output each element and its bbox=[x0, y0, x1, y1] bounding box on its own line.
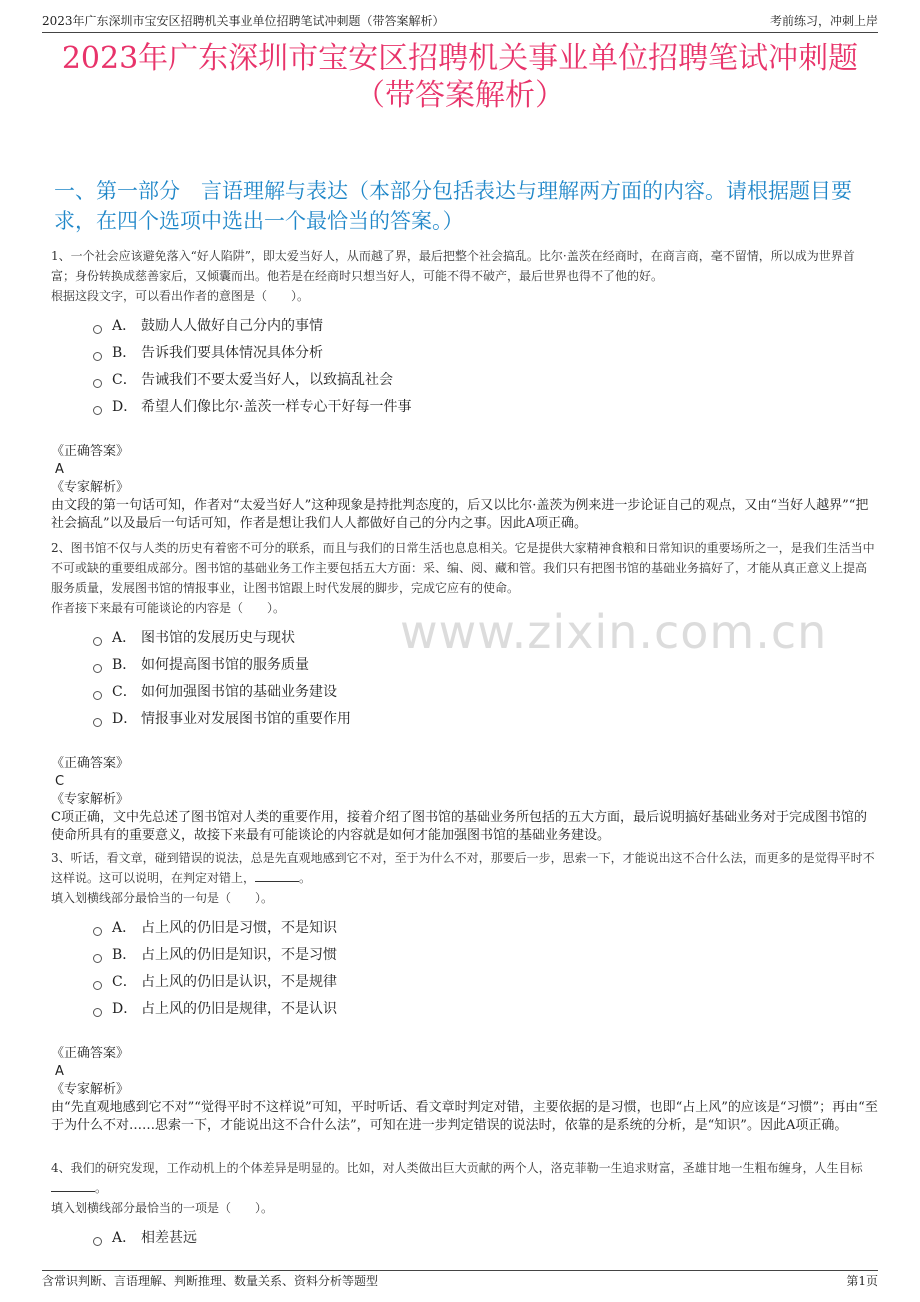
question-1 bbox=[51, 246, 878, 533]
option-text: 告诫我们不要太爱当好人，以致搞乱社会 bbox=[141, 372, 393, 388]
option-a[interactable] bbox=[93, 313, 878, 340]
analysis-label: 《专家解析》 bbox=[51, 792, 130, 807]
question-prompt: 填入划横线部分最恰当的一项是（ ）。 bbox=[51, 1201, 274, 1215]
option-letter: D． bbox=[112, 1001, 138, 1017]
option-letter: C． bbox=[112, 372, 137, 388]
document-title-line2: （带答案解析） bbox=[355, 78, 565, 113]
fill-blank bbox=[51, 1179, 95, 1192]
page-footer bbox=[42, 1270, 878, 1291]
answer-label: 《正确答案》 bbox=[51, 756, 130, 771]
answer-value: A bbox=[55, 462, 64, 477]
radio-icon[interactable] bbox=[93, 927, 102, 936]
question-prompt: 填入划横线部分最恰当的一句是（ ）。 bbox=[51, 891, 274, 905]
header-slogan: 考前练习，冲刺上岸 bbox=[769, 14, 878, 28]
question-stem: 1、一个社会应该避免落入“好人陷阱”，即太爱当好人，从而越了界，最后把整个社会搞乱。比尔·盖茨在经商时，在商言商，毫不留情，所以成为世界首富；身份转换成慈善家后，又倾囊而出。他若是在经商时只想当好人，可能不得不破产，最后世界也得不了他的好。 bbox=[51, 249, 855, 283]
option-text: 占上风的仍旧是习惯，不是知识 bbox=[141, 920, 337, 936]
answer-label: 《正确答案》 bbox=[51, 1046, 130, 1061]
option-d[interactable] bbox=[93, 706, 878, 733]
radio-icon[interactable] bbox=[93, 637, 102, 646]
option-c[interactable] bbox=[93, 679, 878, 706]
option-a[interactable] bbox=[93, 915, 878, 942]
stem-text: 4、我们的研究发现，工作动机上的个体差异是明显的。比如，对人类做出巨大贡献的两个人，洛克菲勒一生追求财富，圣雄甘地一生粗布缠身，人生目标 bbox=[51, 1161, 863, 1175]
option-c[interactable] bbox=[93, 969, 878, 996]
stem-end: 。 bbox=[299, 871, 312, 885]
question-stem bbox=[51, 1158, 878, 1198]
analysis-text: 由文段的第一句话可知，作者对“太爱当好人”这种现象是持批判态度的，后又以比尔·盖茨为例来进一步论证自己的观点，又由“当好人越界”“把社会搞乱”以及最后一句话可知，作者是想让我们人人都做好自己的分内之事。因此A项正确。 bbox=[51, 498, 869, 531]
question-2 bbox=[51, 538, 878, 845]
footer-topics: 含常识判断、言语理解、判断推理、数量关系、资料分析等题型 bbox=[42, 1274, 379, 1288]
answer-section bbox=[51, 755, 878, 845]
option-text: 占上风的仍旧是规律，不是认识 bbox=[141, 1001, 337, 1017]
section-heading: 一、第一部分 言语理解与表达（本部分包括表达与理解两方面的内容。请根据题目要求，在四个选项中选出一个最恰当的答案。） bbox=[54, 179, 852, 233]
radio-icon[interactable] bbox=[93, 325, 102, 334]
radio-icon[interactable] bbox=[93, 664, 102, 673]
header-doc-title: 2023年广东深圳市宝安区招聘机关事业单位招聘笔试冲刺题（带答案解析） bbox=[42, 14, 445, 28]
answer-section bbox=[51, 1045, 878, 1135]
analysis-label: 《专家解析》 bbox=[51, 1082, 130, 1097]
radio-icon[interactable] bbox=[93, 981, 102, 990]
radio-icon[interactable] bbox=[93, 954, 102, 963]
option-d[interactable] bbox=[93, 996, 878, 1023]
option-list bbox=[93, 313, 878, 421]
question-4 bbox=[51, 1158, 878, 1252]
watermark-text: www.zixin.com.cn bbox=[400, 605, 828, 659]
stem-text: 3、听话，看文章，碰到错误的说法，总是先直观地感到它不对，至于为什么不对，那要后一步，思索一下，才能说出这不合什么法，而更多的是觉得平时不这样说。这可以说明，在判定对错上， bbox=[51, 851, 875, 885]
option-letter: B． bbox=[112, 947, 137, 963]
page-header bbox=[42, 12, 878, 33]
option-list bbox=[93, 625, 878, 733]
option-letter: A． bbox=[112, 920, 137, 936]
answer-label: 《正确答案》 bbox=[51, 444, 130, 459]
option-text: 希望人们像比尔·盖茨一样专心干好每一件事 bbox=[141, 399, 412, 415]
option-d[interactable] bbox=[93, 394, 878, 421]
question-3 bbox=[51, 848, 878, 1135]
option-text: 如何提高图书馆的服务质量 bbox=[141, 657, 309, 673]
analysis-text: 由“先直观地感到它不对”“觉得平时不这样说”可知，平时听话、看文章时判定对错，主要依据的是习惯，也即“占上风”的应该是“习惯”；再由“至于为什么不对……思索一下，才能说出这不合什么法”，可知在进一步判定错误的说法时，依靠的是系统的分析，是“知识”。因此A项正确。 bbox=[51, 1100, 878, 1133]
option-b[interactable] bbox=[93, 652, 878, 679]
option-text: 情报事业对发展图书馆的重要作用 bbox=[141, 711, 351, 727]
option-text: 如何加强图书馆的基础业务建设 bbox=[141, 684, 337, 700]
radio-icon[interactable] bbox=[93, 718, 102, 727]
radio-icon[interactable] bbox=[93, 406, 102, 415]
option-letter: D． bbox=[112, 711, 138, 727]
option-letter: B． bbox=[112, 345, 137, 361]
option-text: 鼓励人人做好自己分内的事情 bbox=[141, 318, 323, 334]
option-letter: A． bbox=[112, 1230, 137, 1246]
option-b[interactable] bbox=[93, 340, 878, 367]
option-text: 图书馆的发展历史与现状 bbox=[141, 630, 295, 646]
option-letter: B． bbox=[112, 657, 137, 673]
option-letter: A． bbox=[112, 318, 137, 334]
question-prompt: 根据这段文字，可以看出作者的意图是（ ）。 bbox=[51, 289, 310, 303]
option-c[interactable] bbox=[93, 367, 878, 394]
option-text: 占上风的仍旧是知识，不是习惯 bbox=[141, 947, 337, 963]
document-title-line1: 2023年广东深圳市宝安区招聘机关事业单位招聘笔试冲刺题 bbox=[61, 41, 859, 76]
option-a[interactable] bbox=[93, 1225, 878, 1252]
option-text: 告诉我们要具体情况具体分析 bbox=[141, 345, 323, 361]
document-title bbox=[42, 40, 878, 114]
page-number: 第1页 bbox=[846, 1274, 878, 1288]
option-letter: C． bbox=[112, 684, 137, 700]
answer-value: C bbox=[55, 774, 65, 789]
radio-icon[interactable] bbox=[93, 352, 102, 361]
option-letter: A． bbox=[112, 630, 137, 646]
radio-icon[interactable] bbox=[93, 691, 102, 700]
question-stem: 2、图书馆不仅与人类的历史有着密不可分的联系，而且与我们的日常生活也息息相关。它是提供大家精神食粮和日常知识的重要场所之一，是我们生活当中不可或缺的重要组成部分。图书馆的基础业务工作主要包括五大方面：采、编、阅、藏和管。我们只有把图书馆的基础业务搞好了，才能从真正意义上提高服务质量，发展图书馆的情报事业，让图书馆跟上时代发展的脚步，完成它应有的使命。 bbox=[51, 541, 875, 595]
answer-value: A bbox=[55, 1064, 64, 1079]
option-letter: C． bbox=[112, 974, 137, 990]
analysis-text: C项正确，文中先总述了图书馆对人类的重要作用，接着介绍了图书馆的基础业务所包括的五大方面，最后说明搞好基础业务对于完成图书馆的使命所具有的重要意义，故接下来最有可能谈论的内容就是如何才能加强图书馆的基础业务建设。 bbox=[51, 810, 867, 843]
radio-icon[interactable] bbox=[93, 379, 102, 388]
radio-icon[interactable] bbox=[93, 1008, 102, 1017]
fill-blank bbox=[255, 869, 299, 882]
option-text: 占上风的仍旧是认识，不是规律 bbox=[141, 974, 337, 990]
option-a[interactable] bbox=[93, 625, 878, 652]
option-list bbox=[93, 915, 878, 1023]
option-list bbox=[93, 1225, 878, 1252]
option-letter: D． bbox=[112, 399, 138, 415]
question-prompt: 作者接下来最有可能谈论的内容是（ ）。 bbox=[51, 601, 286, 615]
option-text: 相差甚远 bbox=[141, 1230, 197, 1246]
option-b[interactable] bbox=[93, 942, 878, 969]
analysis-label: 《专家解析》 bbox=[51, 480, 130, 495]
question-stem bbox=[51, 848, 878, 888]
radio-icon[interactable] bbox=[93, 1237, 102, 1246]
answer-section bbox=[51, 443, 878, 533]
stem-end: 。 bbox=[95, 1181, 108, 1195]
